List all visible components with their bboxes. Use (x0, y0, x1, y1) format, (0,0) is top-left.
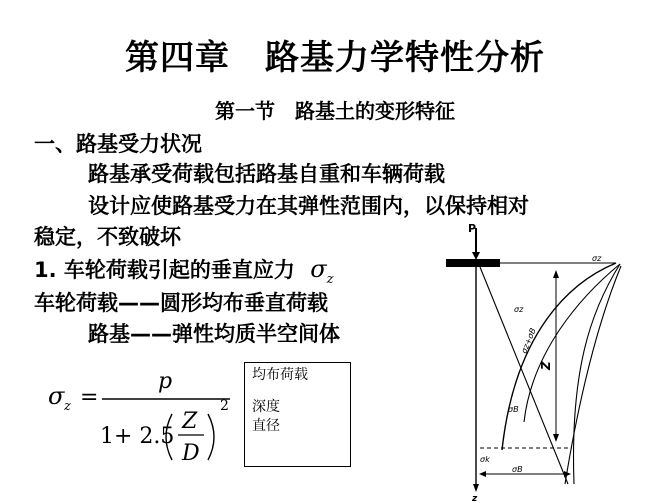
depth-dimension-arrow-top (553, 270, 559, 278)
depth-axis-arrow (473, 484, 479, 492)
formula-inner-den: D (182, 441, 200, 466)
formula-right-paren (208, 414, 214, 460)
stress-formula (40, 360, 240, 470)
sigma-sum-curve (524, 264, 620, 422)
formula-lhs-sub: z (64, 399, 71, 414)
paragraph-loads: 路基承受荷载包括路基自重和车辆荷载 (88, 162, 445, 186)
load-plate (446, 259, 500, 267)
sigma-k-label: σk (480, 455, 490, 464)
paragraph-design-b: 稳定，不致破坏 (34, 225, 181, 249)
sigma-z-symbol: $\sigma_z$ (310, 255, 334, 287)
bottom-dimension-arrow-left (479, 471, 486, 477)
sigma-z-top-label: σz (592, 254, 602, 263)
load-label: P (468, 222, 477, 235)
item-vertical-stress (34, 254, 333, 287)
depth-axis-label: z (472, 494, 478, 503)
depth-dimension-label: Z (539, 361, 553, 370)
formula-lhs: σ (48, 382, 65, 410)
sigma-b-label: σB (508, 405, 519, 414)
formula-exponent: 2 (220, 398, 229, 414)
load-arrow-head (472, 252, 480, 260)
sigma-sum-label: σz+σB (519, 326, 538, 355)
page-title: 第四章 路基力学特性分析 (125, 38, 545, 78)
heading-load-condition: 一、路基受力状况 (34, 132, 202, 156)
stress-distribution-diagram (420, 222, 670, 503)
formula-equals: = (80, 385, 99, 410)
section-title: 第一节 路基土的变形特征 (215, 99, 455, 123)
legend-diameter: 直径 (252, 418, 280, 434)
diagonal-line (480, 267, 568, 484)
sigma-b-bottom-label: σB (512, 465, 523, 474)
formula-denominator-const: 1+ 2.5 (100, 424, 175, 449)
legend-box (244, 362, 351, 467)
paragraph-subgrade: 路基——弹性均质半空间体 (88, 322, 340, 346)
paragraph-design-a: 设计应使路基受力在其弹性范围内，以保持相对 (88, 194, 529, 218)
sigma-z-mid-label: σz (514, 305, 524, 314)
formula-inner-num: Z (182, 409, 198, 434)
paragraph-wheel-load: 车轮荷载——圆形均布垂直荷载 (34, 291, 328, 315)
depth-dimension-arrow-bottom (553, 434, 559, 442)
sigma-z-curve (502, 263, 616, 450)
sigma-b-curve (573, 264, 620, 484)
formula-numerator: p (158, 369, 173, 394)
legend-depth: 深度 (252, 399, 280, 415)
item-vertical-stress-text: 1. 车轮荷载引起的垂直应力 (34, 258, 295, 282)
legend-uniform-load: 均布荷载 (252, 367, 308, 383)
